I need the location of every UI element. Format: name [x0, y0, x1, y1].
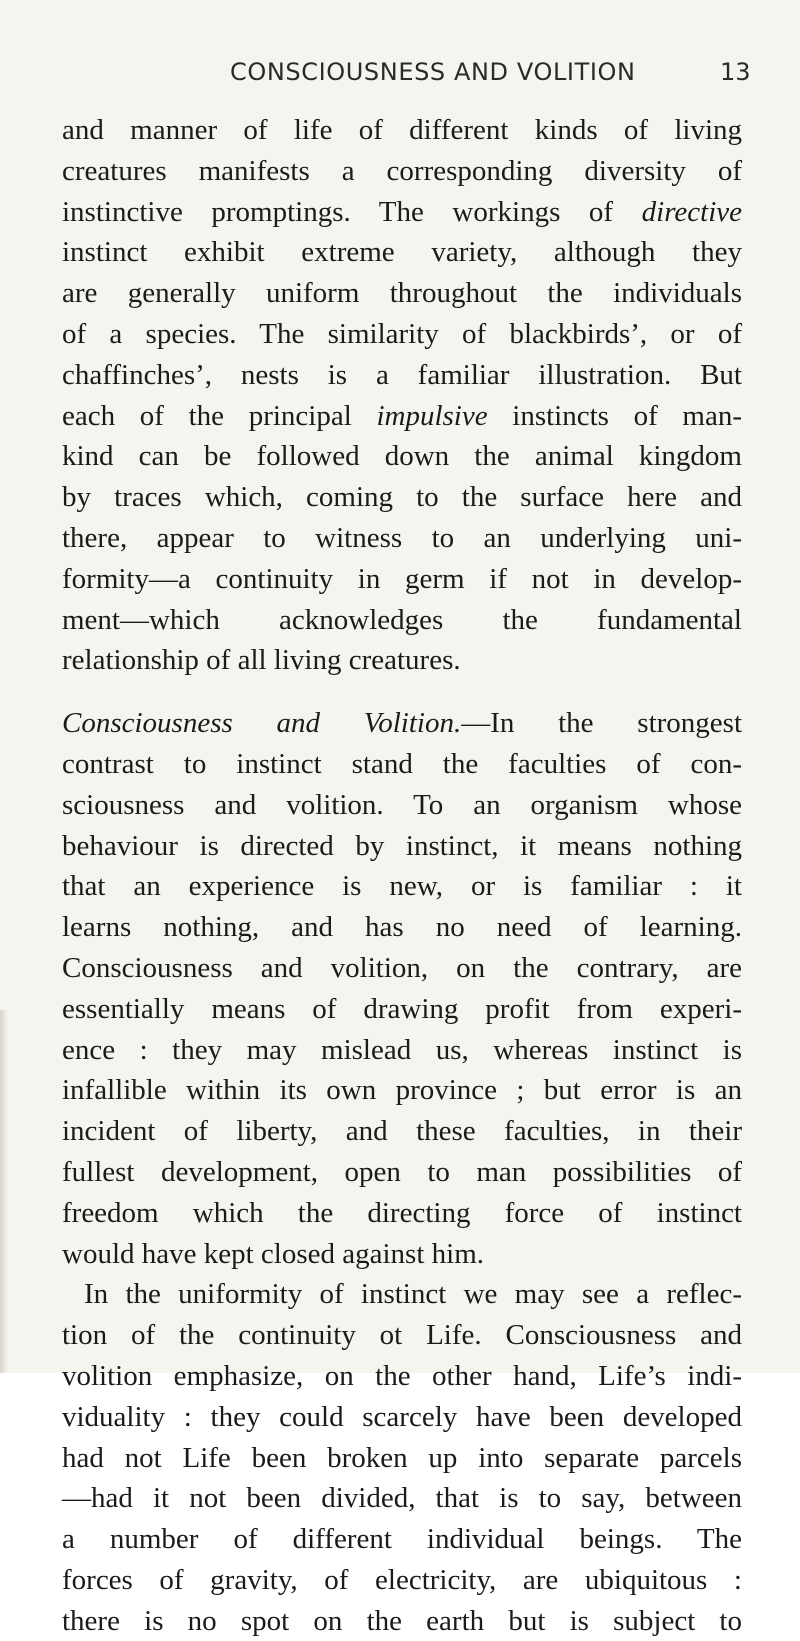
text-line: there, appear to witness to an underlying uni-: [62, 521, 742, 554]
text-line: there is no spot on the earth but is subject to: [62, 1604, 742, 1637]
text-line: by traces which, coming to the surface here and: [62, 481, 742, 514]
text-line: that an experience is new, or is familiar : it: [62, 870, 742, 903]
text-run: instincts of man-: [512, 399, 743, 432]
text-line: would have kept closed against him.: [62, 1237, 485, 1270]
text-line: freedom which the directing force of instinct: [62, 1196, 742, 1229]
text-line: instinct exhibit extreme variety, although they: [62, 236, 742, 269]
page-number: 13: [720, 58, 751, 86]
text-line: forces of gravity, of electricity, are ubiquitous :: [62, 1563, 742, 1596]
text-line: a number of different individual beings. The: [62, 1523, 742, 1556]
text-line: viduality : they could scarcely have been developed: [62, 1400, 742, 1433]
emphasis-impulsive: impulsive: [376, 399, 488, 432]
text-line: learns nothing, and has no need of learning.: [62, 911, 742, 944]
text-line: contrast to instinct stand the faculties of con-: [62, 747, 742, 780]
text-line: creatures manifests a corresponding diversity of: [62, 154, 742, 187]
text-line: relationship of all living creatures.: [62, 644, 461, 677]
section-heading: Consciousness and Volition.: [62, 707, 462, 740]
text-line: sciousness and volition. To an organism whose: [62, 788, 742, 821]
text-line: are generally uniform throughout the individuals: [62, 277, 742, 310]
text-line: volition emphasize, on the other hand, Life’s indi-: [62, 1359, 742, 1392]
text-line: formity—a continuity in germ if not in develop-: [62, 562, 742, 595]
text-line: kind can be followed down the animal kingdom: [62, 440, 742, 473]
text-line: essentially means of drawing profit from experi-: [62, 992, 742, 1025]
text-run: —In the strongest: [461, 707, 742, 740]
body-text: [62, 110, 742, 1641]
text-run: instinctive promptings. The workings of: [62, 195, 614, 228]
text-line: behaviour is directed by instinct, it means nothing: [62, 829, 742, 862]
running-head: [0, 58, 800, 98]
paragraph-gap: [62, 681, 742, 703]
text-line: of a species. The similarity of blackbirds’, or of: [62, 317, 742, 350]
page-edge-shadow: [0, 1010, 8, 1373]
text-line: [62, 396, 742, 437]
text-line: Consciousness and volition, on the contrary, are: [62, 951, 742, 984]
text-line: fullest development, open to man possibilities of: [62, 1155, 742, 1188]
emphasis-directive: directive: [641, 195, 743, 228]
text-line: In the uniformity of instinct we may see a reflec-: [84, 1278, 742, 1311]
text-line: had not Life been broken up into separate parcels: [62, 1441, 742, 1474]
text-line: tion of the continuity ot Life. Consciousness and: [62, 1319, 742, 1352]
text-line: [62, 192, 742, 233]
text-line: chaffinches’, nests is a familiar illustration. But: [62, 358, 742, 391]
running-title: CONSCIOUSNESS AND VOLITION: [230, 58, 636, 86]
text-line: [62, 703, 742, 744]
text-line: —had it not been divided, that is to say, between: [62, 1482, 742, 1515]
text-line: ment—which acknowledges the fundamental: [62, 603, 742, 636]
text-line: ence : they may mislead us, whereas instinct is: [62, 1033, 742, 1066]
text-line: incident of liberty, and these faculties, in their: [62, 1115, 742, 1148]
text-run: each of the principal: [62, 399, 352, 432]
text-line: infallible within its own province ; but error is an: [62, 1074, 742, 1107]
text-line: and manner of life of different kinds of living: [62, 114, 742, 146]
